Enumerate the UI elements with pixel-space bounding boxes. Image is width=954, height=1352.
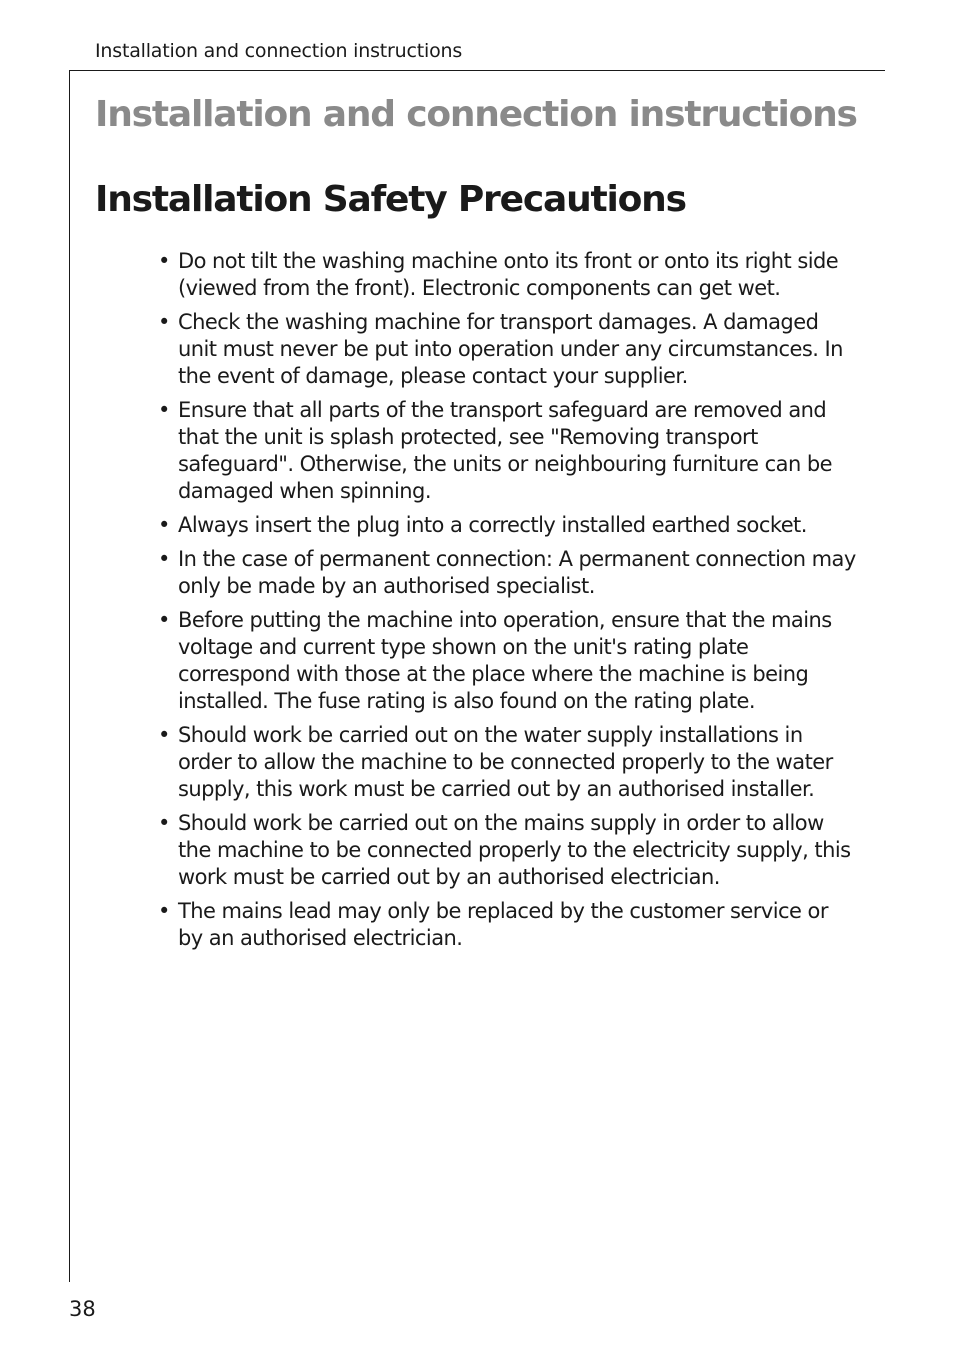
list-item-text: The mains lead may only be replaced by the customer service or by an authorised electrician. <box>178 899 828 950</box>
list-item <box>158 546 858 600</box>
page-number: 38 <box>69 1297 96 1321</box>
section-title: Installation and connection instructions <box>95 94 857 135</box>
header-rule <box>69 70 885 71</box>
list-item-text: Check the washing machine for transport damages. A damaged unit must never be put into operation under any circumstances. In the event of damage, please contact your supplier. <box>178 310 843 388</box>
list-item <box>158 898 858 952</box>
bullet-icon: • <box>158 398 170 422</box>
bullet-icon: • <box>158 899 170 923</box>
list-item-text: Do not tilt the washing machine onto its front or onto its right side (viewed from the front). Electronic components can get wet. <box>178 249 839 300</box>
list-item-text: Should work be carried out on the water supply installations in order to allow the machine to be connected properly to the water supply, this work must be carried out by an authorised installer. <box>178 723 833 801</box>
running-header: Installation and connection instructions <box>95 40 463 62</box>
margin-rule <box>69 70 70 1282</box>
list-item <box>158 607 858 715</box>
bullet-icon: • <box>158 249 170 273</box>
list-item-text: Always insert the plug into a correctly installed earthed socket. <box>178 513 807 537</box>
list-item <box>158 722 858 803</box>
list-item <box>158 810 858 891</box>
list-item-text: Ensure that all parts of the transport safeguard are removed and that the unit is splash protected, see "Removing transport safeguard". Otherwise, the units or neighbouring furniture can be damaged when spinning. <box>178 398 832 503</box>
bullet-icon: • <box>158 608 170 632</box>
list-item <box>158 512 858 539</box>
safety-precautions-list <box>158 248 858 959</box>
bullet-icon: • <box>158 723 170 747</box>
list-item-text: Should work be carried out on the mains supply in order to allow the machine to be connected properly to the electricity supply, this work must be carried out by an authorised electrician. <box>178 811 851 889</box>
list-item <box>158 248 858 302</box>
page-heading: Installation Safety Precautions <box>95 179 686 220</box>
list-item <box>158 309 858 390</box>
bullet-icon: • <box>158 811 170 835</box>
list-item <box>158 397 858 505</box>
bullet-icon: • <box>158 310 170 334</box>
list-item-text: In the case of permanent connection: A permanent connection may only be made by an authorised specialist. <box>178 547 856 598</box>
list-item-text: Before putting the machine into operation, ensure that the mains voltage and current type shown on the unit's rating plate correspond with those at the place where the machine is being installed. The fuse rating is also found on the rating plate. <box>178 608 832 713</box>
bullet-icon: • <box>158 547 170 571</box>
bullet-icon: • <box>158 513 170 537</box>
